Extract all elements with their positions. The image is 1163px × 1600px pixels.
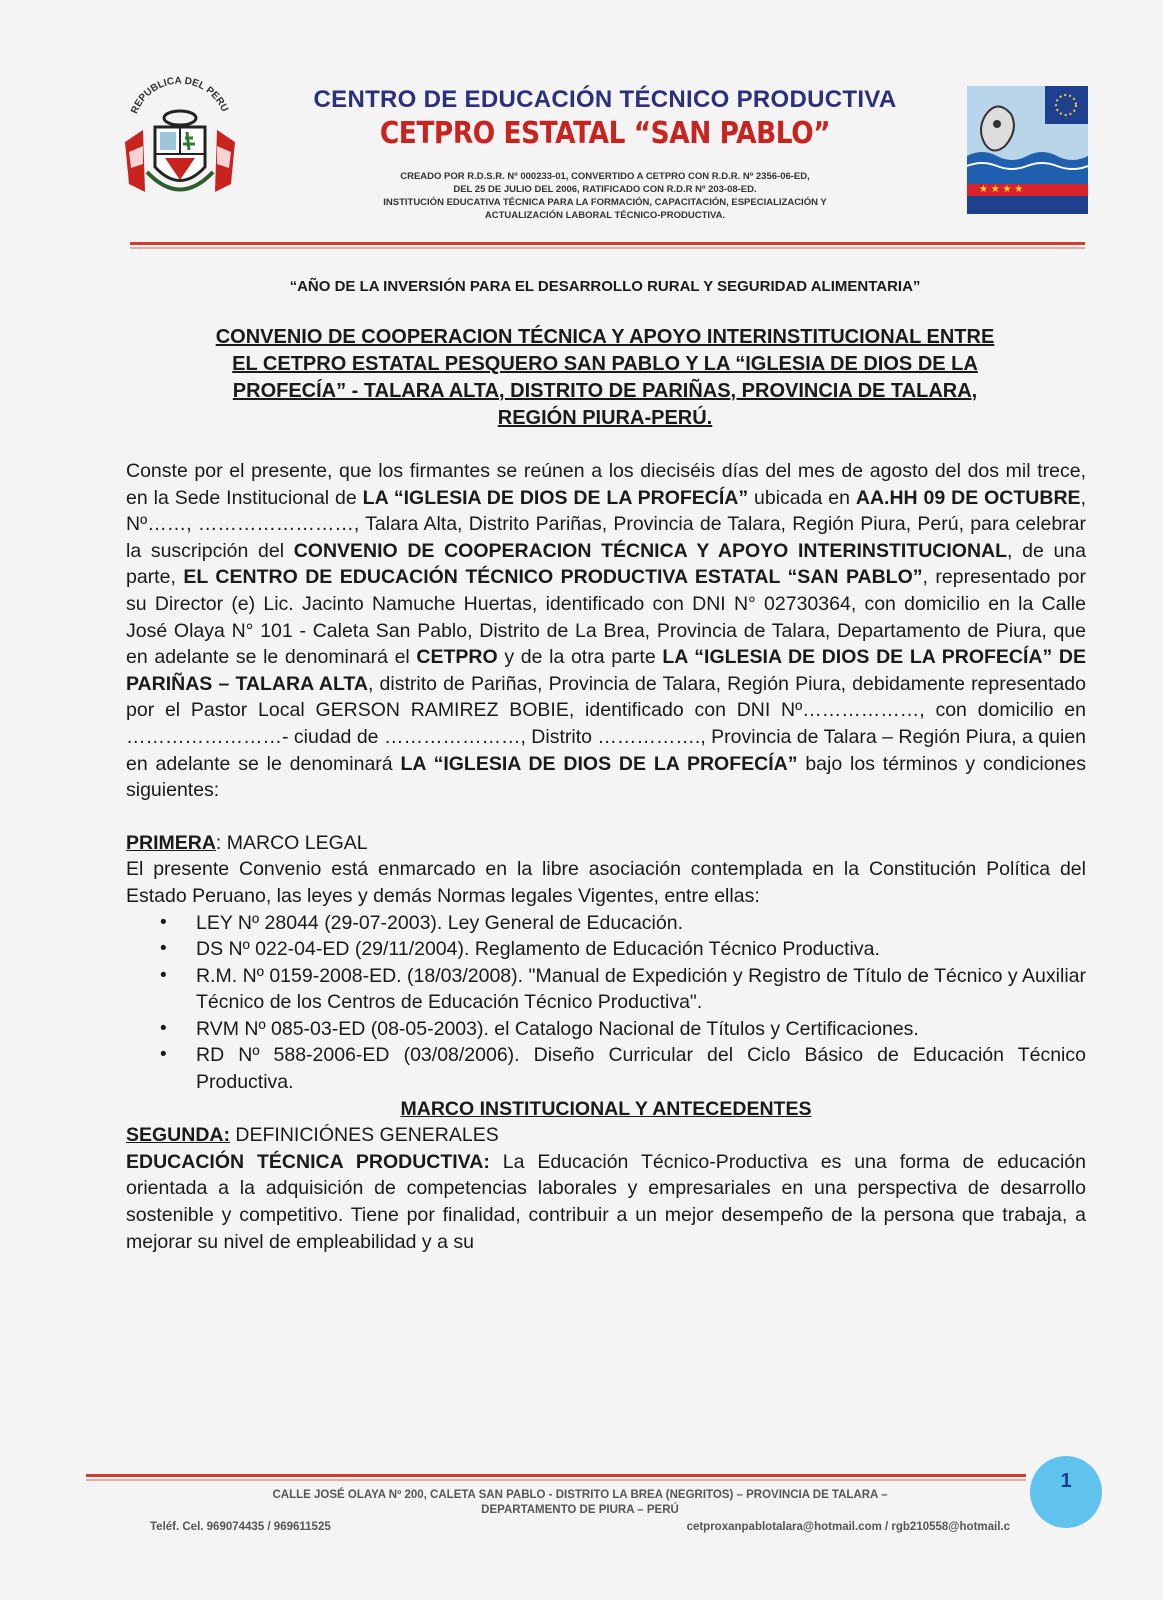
year-motto: “AÑO DE LA INVERSIÓN PARA EL DESARROLLO RURAL Y SEGURIDAD ALIMENTARIA”: [289, 278, 921, 295]
creation-details: [245, 170, 965, 222]
title-line: REGIÓN PIURA-PERÚ.: [497, 407, 713, 429]
footer-department: DEPARTAMENTO DE PIURA – PERÚ: [481, 1504, 679, 1516]
segunda-text: EDUCACIÓN TÉCNICA PRODUCTIVA: La Educación Técnico-Productiva es una forma de educación orientada a la adquisición de competencias laborales y empresariales en una perspectiva de desarrollo sostenible y competitivo. Tiene por finalidad, contribuir a un mejor desempeño de la persona que trabaja, a mejorar su nivel de empleabilidad y a su: [126, 1150, 1086, 1253]
header-divider: [130, 242, 1085, 250]
list-item: • RD Nº 588-2006-ED (03/08/2006). Diseño Curricular del Ciclo Básico de Educación Técnico Productiva.: [196, 1042, 1086, 1095]
footer-divider: [86, 1474, 1026, 1482]
page-number: 1: [1060, 1470, 1072, 1492]
title-line: EL CETPRO ESTATAL PESQUERO SAN PABLO Y LA “IGLESIA DE DIOS DE LA: [232, 353, 978, 375]
list-item: • R.M. Nº 0159-2008-ED. (18/03/2008). "Manual de Expedición y Registro de Título de Técnico y Auxiliar Técnico de los Centros de Educación Técnico Productiva".: [196, 963, 1086, 1016]
svg-text:★ ★ ★ ★: ★ ★ ★ ★: [979, 184, 1024, 195]
primera-text: El presente Convenio está enmarcado en la libre asociación contemplada en la Constitución Política del Estado Peruano, las leyes y demás Normas legales Vigentes, entre ellas:: [126, 858, 1086, 907]
list-item: • LEY Nº 28044 (29-07-2003). Ley General de Educación.: [196, 910, 1086, 937]
footer-phones: Teléf. Cel. 969074435 / 969611525: [150, 1521, 331, 1533]
creation-line: CREADO POR R.D.S.R. Nº 000233-01, CONVERTIDO A CETPRO CON R.D.R. Nº 2356-06-ED,: [400, 171, 810, 182]
footer-address: CALLE JOSÉ OLAYA Nº 200, CALETA SAN PABLO - DISTRITO LA BREA (NEGRITOS) – PROVINCIA DE TALARA –: [272, 1489, 888, 1501]
institution-title: CENTRO DE EDUCACIÓN TÉCNICO PRODUCTIVA: [313, 86, 897, 113]
segunda-heading: SEGUNDA: DEFINICIÓNES GENERALES: [126, 1124, 499, 1147]
title-line: CONVENIO DE COOPERACION TÉCNICA Y APOYO INTERINSTITUCIONAL ENTRE: [215, 326, 995, 348]
letterhead: [110, 68, 1095, 243]
footer-emails: cetproxanpablotalara@hotmail.com / rgb210558@hotmail.c: [686, 1521, 1010, 1533]
creation-line: DEL 25 DE JULIO DEL 2006, RATIFICADO CON R.D.R Nº 203-08-ED.: [453, 184, 757, 195]
agreement-body: [126, 458, 1086, 1255]
creation-line: ACTUALIZACIÓN LABORAL TÉCNICO-PRODUCTIVA.: [484, 210, 726, 221]
institution-subtitle: CETPRO ESTATAL “SAN PABLO”: [379, 116, 831, 151]
cetpro-logo-icon: [967, 86, 1088, 214]
section-heading: MARCO INSTITUCIONAL Y ANTECEDENTES: [400, 1097, 812, 1120]
agreement-title: [125, 324, 1085, 432]
list-item: • RVM Nº 085-03-ED (08-05-2003). el Catalogo Nacional de Títulos y Certificaciones.: [196, 1016, 1086, 1043]
title-line: PROFECÍA” - TALARA ALTA, DISTRITO DE PARIÑAS, PROVINCIA DE TALARA,: [232, 380, 978, 402]
primera-heading: PRIMERA: MARCO LEGAL: [126, 831, 368, 854]
intro-paragraph: Conste por el presente, que los firmantes se reúnen a los dieciséis días del mes de agosto del dos mil trece, en la Sede Institucional de LA “IGLESIA DE DIOS DE LA PROFECÍA” ubicada en AA.HH 09 DE OCTUBRE, Nº……, ……………………, Talara Alta, Distrito Pariñas, Provincia de Talara, Región Piura, Perú, para celebrar la suscripción del CONVENIO DE COOPERACION TÉCNICA Y APOYO INTERINSTITUCIONAL, de una parte, EL CENTRO DE EDUCACIÓN TÉCNICO PRODUCTIVA ESTATAL “SAN PABLO”, representado por su Director (e) Lic. Jacinto Namuche Huertas, identificado con DNI N° 02730364, con domicilio en la Calle José Olaya N° 101 - Caleta San Pablo, Distrito de La Brea, Provincia de Talara, Departamento de Piura, que en adelante se le denominará el CETPRO y de la otra parte LA “IGLESIA DE DIOS DE LA PROFECÍA” DE PARIÑAS – TALARA ALTA, distrito de Pariñas, Provincia de Talara, Región Piura, debidamente representado por el Pastor Local GERSON RAMIREZ BOBIE, identificado con DNI Nº………………, con domicilio en ……………………- ciudad de …………………, Distrito ……………., Provincia de Talara – Región Piura, a quien en adelante se le denominará LA “IGLESIA DE DIOS DE LA PROFECÍA” bajo los términos y condiciones siguientes:: [126, 460, 1087, 802]
list-item: • DS Nº 022-04-ED (29/11/2004). Reglamento de Educación Técnico Productiva.: [196, 936, 1086, 963]
page-number-badge: [1030, 1456, 1102, 1528]
peru-coat-of-arms-icon: [115, 72, 245, 207]
laws-list: [126, 910, 1086, 1096]
footer: [150, 1488, 1010, 1535]
svg-text:REPUBLICA DEL PERU: REPUBLICA DEL PERU: [129, 75, 231, 116]
creation-line: INSTITUCIÓN EDUCATIVA TÉCNICA PARA LA FORMACIÓN, CAPACITACIÓN, ESPECIALIZACIÓN Y: [383, 197, 827, 208]
